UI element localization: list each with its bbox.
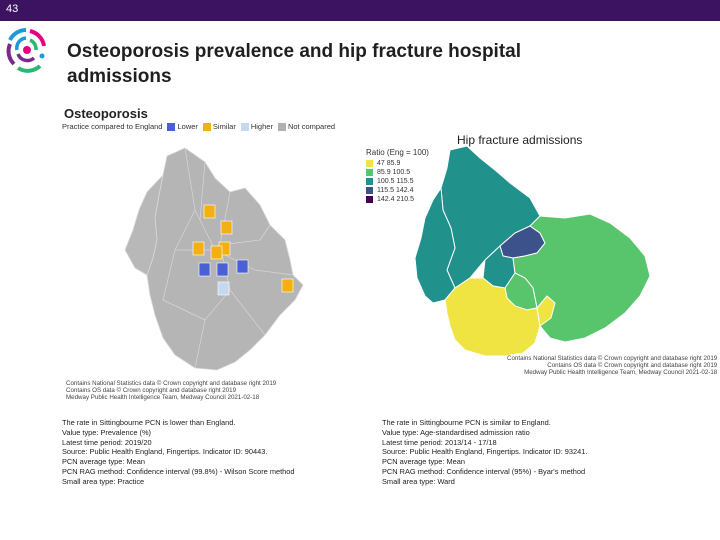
practice-marker-similar xyxy=(204,205,215,218)
legend-item-lower: Lower xyxy=(177,122,198,131)
legend-item-not-compared: Not compared xyxy=(287,122,336,131)
legend-row xyxy=(366,168,429,177)
page-title xyxy=(67,39,667,89)
credit-line: Medway Public Health Intelligence Team, Medway Council 2021-02-18 xyxy=(524,369,718,376)
credit-line: Contains OS data © Crown copyright and database right 2019 xyxy=(66,387,237,394)
practice-marker-similar xyxy=(221,221,232,234)
info-line: The rate in Sittingbourne PCN is similar to England. xyxy=(382,418,551,427)
practice-marker-higher xyxy=(218,282,229,295)
practice-marker-lower xyxy=(237,260,248,273)
info-line: Latest time period: 2013/14 - 17/18 xyxy=(382,437,497,447)
legend-item-similar: Similar xyxy=(212,122,236,131)
hip-fracture-legend xyxy=(366,148,429,204)
credit-line: Contains National Statistics data © Crown copyright and database right 2019 xyxy=(66,380,277,387)
legend-swatch xyxy=(366,160,373,167)
hip-fracture-info xyxy=(382,418,587,487)
practice-marker-similar xyxy=(282,279,293,292)
legend-range: 47 85.9 xyxy=(377,160,401,167)
info-line: PCN average type: Mean xyxy=(62,457,145,467)
info-line: PCN average type: Mean xyxy=(382,457,465,467)
legend-range: 100.5 115.5 xyxy=(377,178,414,185)
legend-range: 85.9 100.5 xyxy=(377,169,411,176)
osteoporosis-info xyxy=(62,418,295,487)
practice-marker-lower xyxy=(217,263,228,276)
legend-swatch xyxy=(366,196,373,203)
legend-header: Ratio (Eng = 100) xyxy=(366,148,429,157)
info-line: PCN RAG method: Confidence interval (95%) - Byar's method xyxy=(382,466,586,476)
legend-swatch-lower xyxy=(167,123,175,131)
legend-row xyxy=(366,159,429,168)
legend-swatch-higher xyxy=(241,123,249,131)
info-line: Value type: Prevalence (%) xyxy=(62,427,152,437)
legend-item-higher: Higher xyxy=(250,122,273,131)
legend-range: 115.5 142.4 xyxy=(377,187,414,194)
credit-line: Contains National Statistics data © Crown copyright and database right 2019 xyxy=(507,355,718,362)
osteoporosis-map-title: Osteoporosis xyxy=(64,106,148,121)
legend-row xyxy=(366,195,429,204)
osteoporosis-map xyxy=(55,100,350,420)
info-line: Latest time period: 2019/20 xyxy=(62,437,152,447)
info-line: Value type: Age-standardised admission ratio xyxy=(382,427,530,437)
info-line: The rate in Sittingbourne PCN is lower than England. xyxy=(62,418,236,427)
legend-label: Practice compared to England xyxy=(62,122,163,131)
credit-line: Medway Public Health Intelligence Team, Medway Council 2021-02-18 xyxy=(66,394,260,401)
legend-swatch-not-compared xyxy=(278,123,286,131)
info-line: Small area type: Ward xyxy=(382,476,455,486)
title-line-2: admissions xyxy=(67,66,172,87)
slide-number: 43 xyxy=(6,3,19,15)
legend-row xyxy=(366,186,429,195)
legend-range: 142.4 210.5 xyxy=(377,196,414,203)
info-line: Small area type: Practice xyxy=(62,476,145,486)
info-line: Source: Public Health England, Fingertips. Indicator ID: 93241. xyxy=(382,447,588,457)
legend-swatch xyxy=(366,178,373,185)
osteoporosis-credits xyxy=(66,380,276,401)
pcn-area-grey xyxy=(147,148,303,370)
legend-row xyxy=(366,177,429,186)
legend-swatch xyxy=(366,187,373,194)
practice-marker-lower xyxy=(199,263,210,276)
council-logo-icon xyxy=(4,26,48,74)
hip-fracture-map-title: Hip fracture admissions xyxy=(457,133,583,147)
osteoporosis-legend xyxy=(62,122,335,131)
hip-fracture-credits xyxy=(507,355,717,376)
credit-line: Contains OS data © Crown copyright and database right 2019 xyxy=(547,362,718,369)
practice-marker-similar xyxy=(193,242,204,255)
info-line: Source: Public Health England, Fingertips. Indicator ID: 90443. xyxy=(62,447,268,457)
title-line-1: Osteoporosis prevalence and hip fracture hospital xyxy=(67,41,522,62)
legend-swatch xyxy=(366,169,373,176)
top-bar xyxy=(0,0,720,21)
info-line: PCN RAG method: Confidence interval (99.8%) - Wilson Score method xyxy=(62,466,295,476)
legend-swatch-similar xyxy=(203,123,211,131)
practice-marker-similar xyxy=(211,246,222,259)
